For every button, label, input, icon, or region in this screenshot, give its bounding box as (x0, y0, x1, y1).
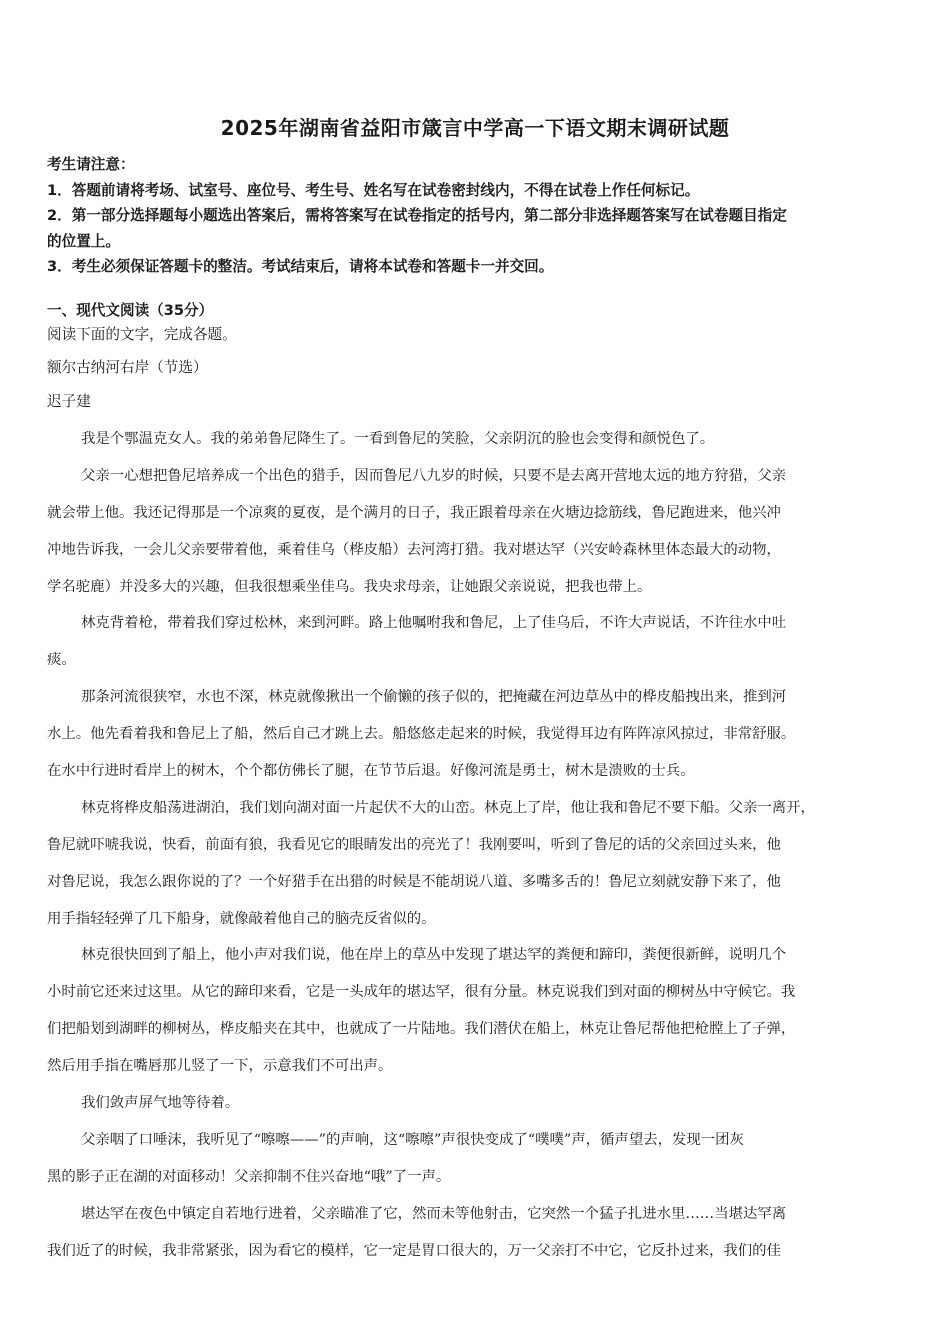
article-line: 学名驼鹿）并没多大的兴趣，但我很想乘坐佳乌。我央求母亲，让她跟父亲说说，把我也带上。 (47, 578, 652, 595)
article-line: 林克背着枪，带着我们穿过松林，来到河畔。路上他嘱咐我和鲁尼，上了佳乌后，不许大声说话，不许往水中吐 (81, 615, 787, 632)
article-line: 然后用手指在嘴唇那儿竖了一下，示意我们不可出声。 (47, 1058, 393, 1075)
article-line: 冲地告诉我，一会儿父亲要带着他，乘着佳乌（桦皮船）去河湾打猎。我对堪达罕（兴安岭森林里体态最大的动物， (47, 541, 781, 558)
article-line: 就会带上他。我还记得那是一个凉爽的夏夜，是个满月的日子，我正跟着母亲在火塘边捻筋线，鲁尼跑进来，他兴冲 (47, 504, 781, 521)
notice-heading: 考生请注意： (47, 156, 135, 173)
article-line: 用手指轻轻弹了几下船身，就像敲着他自己的脑壳反省似的。 (47, 910, 436, 927)
article-line: 小时前它还来过这里。从它的蹄印来看，它是一头成年的堪达罕，很有分量。林克说我们到对面的柳树丛中守候它。我 (47, 984, 796, 1001)
article-line: 黑的影子正在湖的对面移动！父亲抑制不住兴奋地“哦”了一声。 (47, 1168, 451, 1185)
article-line: 我是个鄂温克女人。我的弟弟鲁尼降生了。一看到鲁尼的笑脸，父亲阴沉的脸也会变得和颜悦色了。 (81, 431, 715, 447)
notice-line: 3．考生必须保证答题卡的整洁。考试结束后，请将本试卷和答题卡一并交回。 (47, 258, 554, 275)
article-line: 林克将桦皮船荡进湖泊，我们划向湖对面一片起伏不大的山峦。林克上了岸，他让我和鲁尼不要下船。父亲一离开， (81, 799, 815, 816)
article-line: 那条河流很狭窄，水也不深，林克就像揪出一个偷懒的孩子似的，把掩藏在河边草丛中的桦皮船拽出来，推到河 (81, 689, 787, 706)
exam-title: 2025年湖南省益阳市箴言中学高一下语文期末调研试题 (220, 116, 730, 140)
notice-line: 1．答题前请将考场、试室号、座位号、考生号、姓名写在试卷密封线内，不得在试卷上作任何标记。 (47, 181, 700, 199)
article-line: 我们敛声屏气地等待着。 (81, 1095, 240, 1112)
reading-instruction: 阅读下面的文字，完成各题。 (47, 326, 237, 343)
candidate-notice (47, 152, 907, 280)
article-title: 额尔古纳河右岸（节选） (47, 359, 208, 376)
article-line: 们把船划到湖畔的柳树丛，桦皮船夹在其中，也就成了一片陆地。我们潜伏在船上，林克让鲁尼帮他把枪膛上了子弹， (47, 1021, 796, 1038)
article-line: 在水中行进时看岸上的树木，个个都仿佛长了腿，在节节后退。好像河流是勇士，树木是溃败的士兵。 (47, 763, 695, 780)
article-body (47, 421, 913, 1269)
article-line: 痰。 (47, 652, 76, 669)
article-line: 林克很快回到了船上，他小声对我们说，他在岸上的草丛中发现了堪达罕的粪便和蹄印，粪便很新鲜，说明几个 (81, 947, 787, 964)
article-line: 我们近了的时候，我非常紧张，因为看它的模样，它一定是胃口很大的，万一父亲打不中它，它反扑过来，我们的佳 (47, 1242, 781, 1259)
article-line: 父亲一心想把鲁尼培养成一个出色的猎手，因而鲁尼八九岁的时候，只要不是去离开营地太远的地方狩猎，父亲 (81, 467, 787, 484)
article-author: 迟子建 (47, 393, 91, 410)
article-line: 水上。他先看着我和鲁尼上了船，然后自己才跳上去。船悠悠走起来的时候，我觉得耳边有阵阵凉风掠过，非常舒服。 (47, 726, 796, 743)
notice-line: 的位置上。 (47, 232, 120, 250)
article-line: 堪达罕在夜色中镇定自若地行进着，父亲瞄准了它，然而未等他射击，它突然一个猛子扎进水里……当堪达罕离 (81, 1205, 787, 1222)
article-line: 对鲁尼说，我怎么跟你说的了？一个好猎手在出猎的时候是不能胡说八道、多嘴多舌的！鲁尼立刻就安静下来了，他 (47, 873, 781, 890)
section-heading: 一、现代文阅读（35分） (47, 302, 214, 319)
notice-line: 2．第一部分选择题每小题选出答案后，需将答案写在试卷指定的括号内，第二部分非选择题答案写在试卷题目指定 (47, 207, 787, 224)
article-line: 鲁尼就吓唬我说，快看，前面有狼，我看见它的眼睛发出的亮光了！我刚要叫，听到了鲁尼的话的父亲回过头来，他 (47, 836, 781, 853)
article-line: 父亲咽了口唾沫，我听见了“嚓嚓——”的声响，这“嚓嚓”声很快变成了“噗噗”声，循声望去，发现一团灰 (81, 1131, 744, 1148)
